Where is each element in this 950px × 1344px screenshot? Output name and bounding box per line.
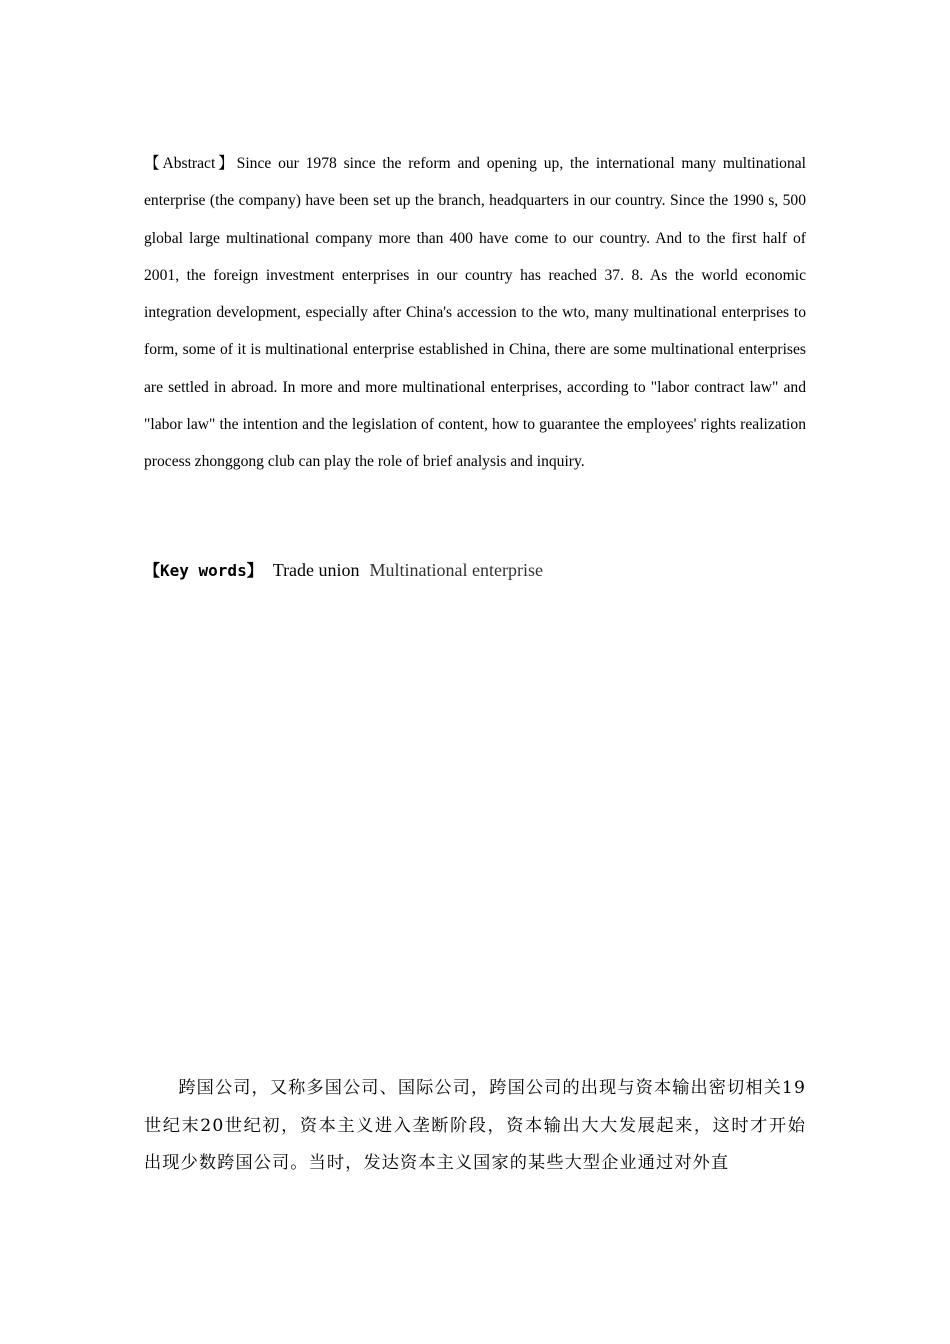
abstract-text: Since our 1978 since the reform and opening up, the international many multinational enterprise (the company) have been set up the branch, headquarters in our country. Since the 1990 s, 500 global large multinational company more than 400 have come to our country. And to the first half of 2001, the foreign investment enterprises in our country has reached 37. 8. As the world economic integration development, especially after China's accession to the wto, many multinational enterprises to form, some of it is multinational enterprise established in China, there are some multinational enterprises are settled in abroad. In more and more multinational enterprises, according to "labor contract law" and "labor law" the intention and the legislation of content, how to guarantee the employees' rights realization process zhonggong club can play the role of brief analysis and inquiry. — [144, 155, 806, 471]
body-paragraph: 跨国公司，又称多国公司、国际公司，跨国公司的出现与资本输出密切相关19世纪末20世纪初，资本主义进入垄断阶段，资本输出大大发展起来，这时才开始出现少数跨国公司。当时，发达资本主义国家的某些大型企业通过对外直 — [144, 1078, 806, 1173]
abstract-label: 【Abstract】 — [144, 155, 237, 172]
abstract-paragraph — [144, 145, 806, 481]
keyword-multinational-enterprise: Multinational enterprise — [369, 560, 543, 580]
keywords-line — [144, 556, 806, 585]
keywords-label: 【Key words】 — [144, 561, 263, 580]
keyword-trade-union: Trade union — [272, 560, 360, 580]
